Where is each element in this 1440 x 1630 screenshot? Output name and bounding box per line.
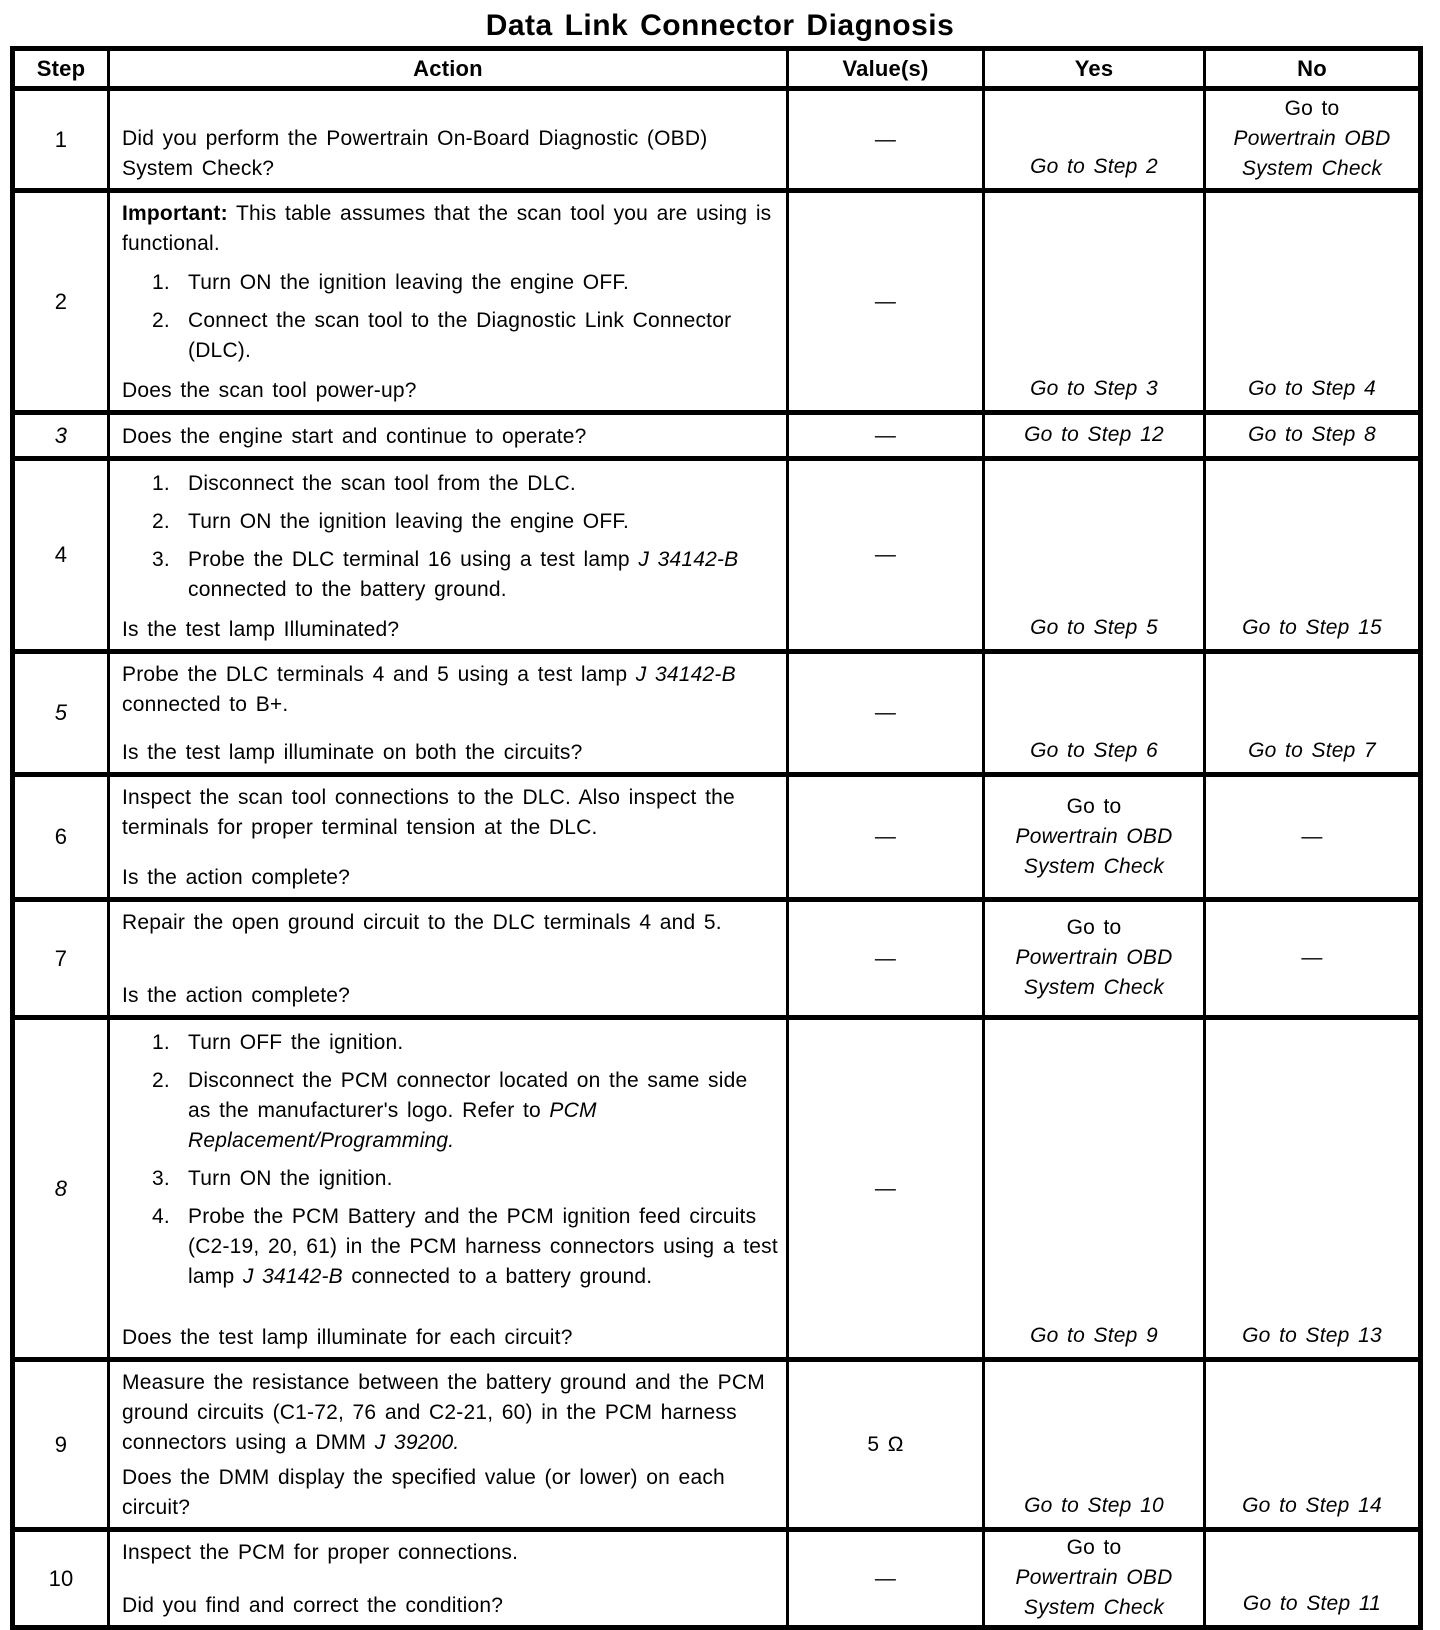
- action-list-item: [122, 306, 778, 366]
- no-cell: [1205, 1360, 1421, 1530]
- table-row: [13, 413, 1421, 459]
- value-cell: —: [788, 775, 984, 900]
- action-question: Does the test lamp illuminate for each circuit?: [122, 1326, 573, 1349]
- step-cell: [13, 459, 109, 652]
- action-list-item: [122, 1028, 778, 1058]
- yes-cell: [984, 1360, 1205, 1530]
- step-number: 2: [54, 288, 68, 314]
- action-cell: [109, 775, 788, 900]
- result-line: Powertrain OBD: [1233, 127, 1391, 150]
- step-number: 4: [54, 542, 68, 567]
- action-blocks: [122, 660, 778, 720]
- result-line: Go to Step 8: [1248, 423, 1376, 446]
- action-paragraph: Inspect the PCM for proper connections.: [122, 1541, 519, 1564]
- list-number: 4.: [152, 1205, 170, 1228]
- result-line: Go to Step 3: [1030, 377, 1158, 400]
- result-line: —: [1301, 824, 1323, 848]
- table-row: [13, 1018, 1421, 1360]
- result-line: —: [1301, 946, 1323, 969]
- value-cell: —: [788, 1530, 984, 1628]
- result-line: Go to Step 6: [1030, 739, 1158, 762]
- action-paragraph: Repair the open ground circuit to the DLC terminals 4 and 5.: [122, 911, 722, 934]
- action-question: Does the engine start and continue to operate?: [122, 425, 587, 448]
- value-cell: —: [788, 459, 984, 652]
- result-line: System Check: [1241, 157, 1383, 180]
- action-question: Does the DMM display the specified value (or lower) on each circuit?: [122, 1466, 725, 1519]
- result-line: Go to Step 11: [1242, 1592, 1382, 1615]
- yes-cell: [984, 1018, 1205, 1360]
- list-number: 1.: [152, 271, 170, 294]
- no-cell: [1205, 652, 1421, 775]
- step-cell: [13, 191, 109, 413]
- no-cell: [1205, 89, 1421, 191]
- step-number: 5: [54, 700, 68, 725]
- action-list-item: [122, 1164, 778, 1194]
- value-cell: —: [788, 89, 984, 191]
- list-number: 1.: [152, 472, 170, 495]
- result-line: Go to: [1066, 794, 1122, 818]
- step-number: 9: [54, 1431, 68, 1457]
- step-cell: [13, 413, 109, 459]
- result-line: Go to Step 14: [1242, 1494, 1382, 1517]
- yes-cell: [984, 191, 1205, 413]
- step-number: 10: [48, 1565, 74, 1591]
- step-cell: [13, 900, 109, 1018]
- result-line: System Check: [1023, 854, 1165, 878]
- action-paragraph: Inspect the scan tool connections to the DLC. Also inspect the terminals for proper terminal tension at the DLC.: [122, 786, 735, 839]
- list-number: 2.: [152, 1069, 170, 1092]
- step-cell: [13, 1018, 109, 1360]
- action-list-item: [122, 268, 778, 298]
- action-cell: [109, 89, 788, 191]
- action-paragraph: Probe the DLC terminals 4 and 5 using a test lamp J 34142-B connected to B+.: [122, 663, 736, 716]
- action-list-item: [122, 1066, 778, 1156]
- yes-cell: [984, 900, 1205, 1018]
- col-header-values: Value(s): [788, 49, 984, 89]
- list-item-text: Turn ON the ignition leaving the engine OFF.: [188, 510, 630, 533]
- action-cell: [109, 191, 788, 413]
- table-row: [13, 1530, 1421, 1628]
- yes-cell: [984, 413, 1205, 459]
- action-list-item: [122, 545, 778, 605]
- action-list-item: [122, 469, 778, 499]
- step-cell: [13, 1360, 109, 1530]
- list-number: 3.: [152, 1167, 170, 1190]
- step-number: 3: [54, 422, 68, 448]
- no-cell: [1205, 191, 1421, 413]
- action-question: Does the scan tool power-up?: [122, 379, 417, 402]
- action-blocks: [122, 908, 778, 938]
- result-line: Go to Step 9: [1030, 1324, 1158, 1347]
- result-line: Go to Step 15: [1242, 616, 1382, 639]
- result-line: System Check: [1023, 1596, 1165, 1619]
- result-line: Go to Step 13: [1242, 1324, 1382, 1347]
- col-header-no: No: [1205, 49, 1421, 89]
- list-number: 2.: [152, 309, 170, 332]
- result-line: Go to Step 12: [1024, 423, 1164, 446]
- table-row: [13, 191, 1421, 413]
- action-question: Did you find and correct the condition?: [122, 1594, 504, 1617]
- action-cell: [109, 1530, 788, 1628]
- value-cell: —: [788, 413, 984, 459]
- action-cell: [109, 413, 788, 459]
- yes-cell: [984, 89, 1205, 191]
- action-question: Is the test lamp illuminate on both the circuits?: [122, 741, 583, 764]
- result-line: System Check: [1023, 976, 1165, 999]
- action-question: Is the action complete?: [122, 984, 351, 1007]
- action-blocks: [122, 469, 778, 605]
- list-number: 1.: [152, 1031, 170, 1054]
- action-question: Did you perform the Powertrain On-Board Diagnostic (OBD) System Check?: [122, 127, 708, 180]
- action-list-item: [122, 1202, 778, 1292]
- no-cell: [1205, 900, 1421, 1018]
- result-line: Go to Step 10: [1024, 1494, 1164, 1517]
- result-line: Go to: [1066, 916, 1122, 939]
- action-cell: [109, 459, 788, 652]
- value-cell: —: [788, 1018, 984, 1360]
- result-line: Powertrain OBD: [1015, 946, 1173, 969]
- diagnosis-table: [10, 46, 1423, 1630]
- list-number: 3.: [152, 548, 170, 571]
- value-cell: 5 Ω: [788, 1360, 984, 1530]
- yes-cell: [984, 459, 1205, 652]
- table-row: [13, 652, 1421, 775]
- action-list-item: [122, 507, 778, 537]
- action-cell: [109, 652, 788, 775]
- step-number: 6: [54, 824, 68, 849]
- action-cell: [109, 1018, 788, 1360]
- step-number: 1: [54, 126, 68, 152]
- action-paragraph: Important: This table assumes that the scan tool you are using is functional.: [122, 202, 772, 255]
- result-line: Go to Step 5: [1030, 616, 1158, 639]
- step-cell: [13, 89, 109, 191]
- action-blocks: [122, 783, 778, 843]
- value-cell: —: [788, 652, 984, 775]
- value-cell: —: [788, 900, 984, 1018]
- table-row: [13, 900, 1421, 1018]
- action-question: Is the test lamp Illuminated?: [122, 618, 400, 641]
- table-row: [13, 775, 1421, 900]
- value-cell: —: [788, 191, 984, 413]
- step-cell: [13, 652, 109, 775]
- result-line: Powertrain OBD: [1015, 1566, 1173, 1589]
- yes-cell: [984, 1530, 1205, 1628]
- action-question: Is the action complete?: [122, 866, 351, 889]
- list-item-text: Probe the DLC terminal 16 using a test lamp J 34142-B connected to the battery ground.: [188, 548, 739, 601]
- yes-cell: [984, 652, 1205, 775]
- action-cell: [109, 900, 788, 1018]
- step-number: 8: [54, 1175, 68, 1201]
- action-blocks: [122, 1028, 778, 1292]
- step-cell: [13, 1530, 109, 1628]
- action-cell: [109, 1360, 788, 1530]
- no-cell: [1205, 413, 1421, 459]
- col-header-step: Step: [13, 49, 109, 89]
- col-header-action: Action: [109, 49, 788, 89]
- result-line: Go to Step 2: [1030, 155, 1158, 178]
- table-row: [13, 1360, 1421, 1530]
- action-blocks: [122, 1368, 778, 1458]
- table-row: [13, 89, 1421, 191]
- list-item-text: Turn OFF the ignition.: [188, 1031, 404, 1054]
- yes-cell: [984, 775, 1205, 900]
- step-number: 7: [54, 945, 68, 971]
- list-item-text: Probe the PCM Battery and the PCM ignition feed circuits (C2-19, 20, 61) in the PCM harness connectors using a test lamp J 34142-B connected to a battery ground.: [188, 1205, 778, 1288]
- step-cell: [13, 775, 109, 900]
- action-paragraph: Measure the resistance between the battery ground and the PCM ground circuits (C1-72, 76 and C2-21, 60) in the PCM harness connectors using a DMM J 39200.: [122, 1371, 765, 1454]
- table-row: [13, 459, 1421, 652]
- col-header-yes: Yes: [984, 49, 1205, 89]
- no-cell: [1205, 1530, 1421, 1628]
- list-item-text: Turn ON the ignition.: [188, 1167, 393, 1190]
- result-line: Go to: [1066, 1536, 1122, 1559]
- no-cell: [1205, 459, 1421, 652]
- list-item-text: Turn ON the ignition leaving the engine OFF.: [188, 271, 630, 294]
- page-title: Data Link Connector Diagnosis: [485, 9, 955, 42]
- header-row: [13, 49, 1421, 89]
- list-item-text: Disconnect the PCM connector located on the same side as the manufacturer's logo. Refer to PCM Replacement/Programming.: [188, 1069, 748, 1152]
- list-item-text: Disconnect the scan tool from the DLC.: [188, 472, 576, 495]
- result-line: Go to Step 4: [1248, 377, 1376, 400]
- result-line: Go to Step 7: [1248, 739, 1376, 762]
- result-line: Powertrain OBD: [1015, 824, 1173, 848]
- list-item-text: Connect the scan tool to the Diagnostic Link Connector (DLC).: [188, 309, 732, 362]
- no-cell: [1205, 775, 1421, 900]
- list-number: 2.: [152, 510, 170, 533]
- no-cell: [1205, 1018, 1421, 1360]
- action-blocks: [122, 199, 778, 366]
- action-blocks: [122, 1538, 778, 1568]
- result-line: Go to: [1284, 97, 1340, 120]
